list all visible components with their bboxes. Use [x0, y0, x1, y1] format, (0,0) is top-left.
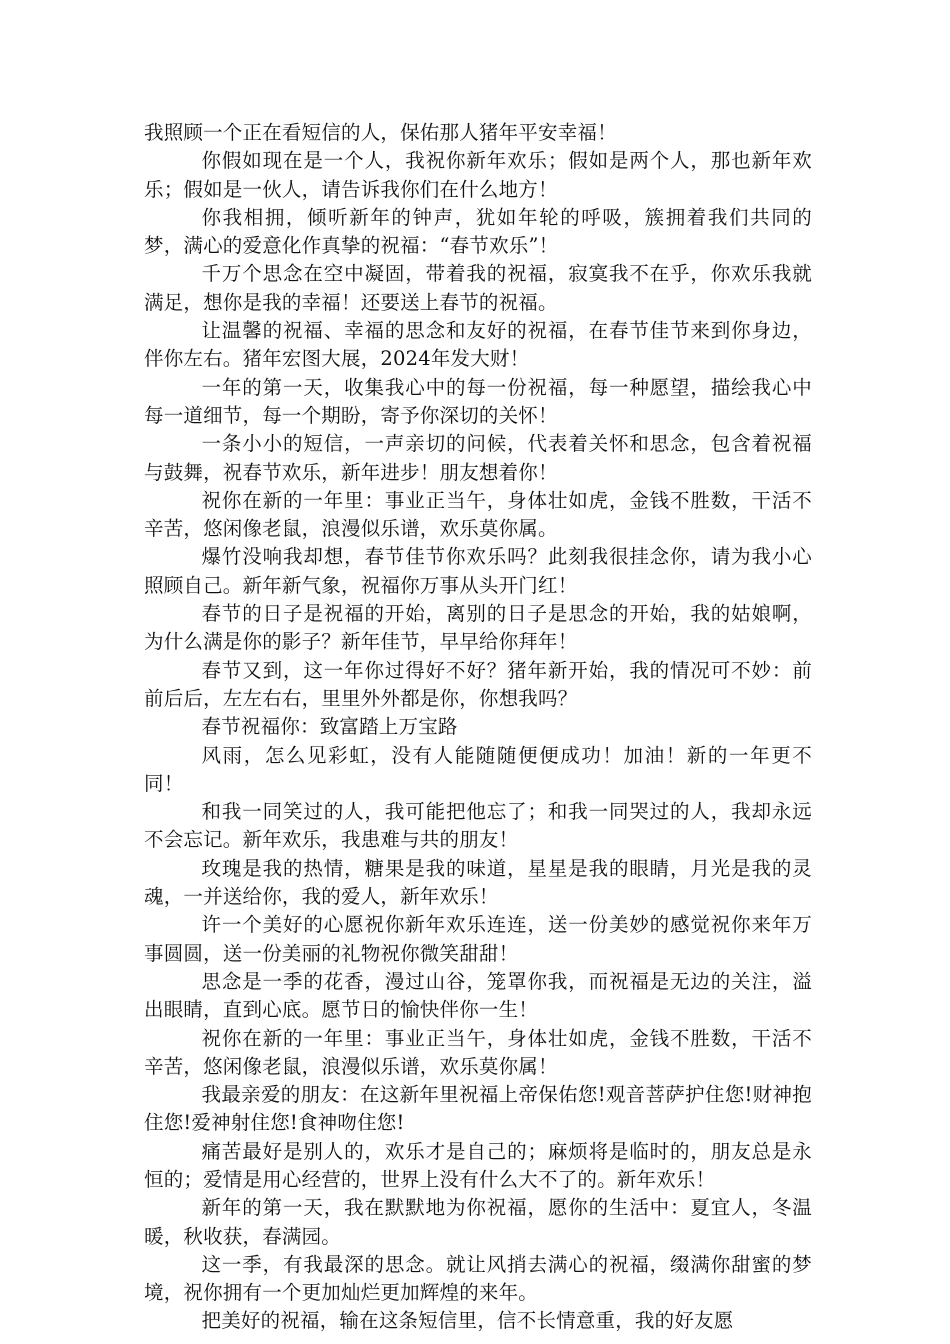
- paragraph: 爆竹没响我却想，春节佳节你欢乐吗？此刻我很挂念你，请为我小心照顾自己。新年新气象，祝福你万事从头开门红！: [144, 545, 812, 597]
- paragraph: 我照顾一个正在看短信的人，保佑那人猪年平安幸福！: [144, 121, 617, 144]
- paragraph: 这一季，有我最深的思念。就让风捎去满心的祝福，缀满你甜蜜的梦境，祝你拥有一个更加灿烂更加辉煌的来年。: [144, 1252, 812, 1305]
- paragraph: 你我相拥，倾听新年的钟声，犹如年轮的呼吸，簇拥着我们共同的梦，满心的爱意化作真挚的祝福：“春节欢乐”！: [144, 205, 812, 258]
- paragraph: 你假如现在是一个人，我祝你新年欢乐；假如是两个人，那也新年欢乐；假如是一伙人，请告诉我你们在什么地方！: [144, 149, 812, 201]
- paragraph: 让温馨的祝福、幸福的思念和友好的祝福，在春节佳节来到你身边，伴你左右。猪年宏图大展，2024年发大财！: [144, 319, 812, 371]
- paragraph: 千万个思念在空中凝固，带着我的祝福，寂寞我不在乎，你欢乐我就满足，想你是我的幸福！还要送上春节的祝福。: [144, 262, 812, 314]
- document-body: [144, 119, 812, 1336]
- paragraph: 思念是一季的花香，漫过山谷，笼罩你我，而祝福是无边的关注，溢出眼睛，直到心底。愿节日的愉快伴你一生！: [144, 969, 812, 1022]
- paragraph: 把美好的祝福，输在这条短信里，信不长情意重，我的好友愿: [201, 1309, 734, 1333]
- paragraph: 祝你在新的一年里：事业正当午，身体壮如虎，金钱不胜数，干活不辛苦，悠闲像老鼠，浪漫似乐谱，欢乐莫你属！: [144, 1026, 812, 1078]
- paragraph: 风雨，怎么见彩虹，没有人能随随便便成功！加油！新的一年更不同！: [144, 743, 812, 795]
- paragraph: 一条小小的短信，一声亲切的问候，代表着关怀和思念，包含着祝福与鼓舞，祝春节欢乐，新年进步！朋友想着你！: [144, 432, 812, 484]
- paragraph: 新年的第一天，我在默默地为你祝福，愿你的生活中：夏宜人，冬温暖，秋收获，春满园。: [144, 1196, 812, 1248]
- paragraph: 和我一同笑过的人，我可能把他忘了；和我一同哭过的人，我却永远不会忘记。新年欢乐，我患难与共的朋友！: [144, 800, 812, 852]
- paragraph: 许一个美好的心愿祝你新年欢乐连连，送一份美妙的感觉祝你来年万事圆圆，送一份美丽的礼物祝你微笑甜甜！: [144, 913, 812, 965]
- paragraph: 一年的第一天，收集我心中的每一份祝福，每一种愿望，描绘我心中每一道细节，每一个期盼，寄予你深切的关怀！: [144, 375, 812, 427]
- paragraph: 痛苦最好是别人的，欢乐才是自己的；麻烦将是临时的，朋友总是永恒的；爱情是用心经营的，世界上没有什么大不了的。新年欢乐！: [144, 1139, 812, 1191]
- paragraph: 祝你在新的一年里：事业正当午，身体壮如虎，金钱不胜数，干活不辛苦，悠闲像老鼠，浪漫似乐谱，欢乐莫你属。: [144, 488, 812, 541]
- paragraph: 春节的日子是祝福的开始，离别的日子是思念的开始，我的姑娘啊，为什么满是你的影子？新年佳节，早早给你拜年！: [144, 602, 812, 654]
- paragraph: 我最亲爱的朋友：在这新年里祝福上帝保佑您!观音菩萨护住您!财神抱住您!爱神射住您!食神吻住您!: [144, 1083, 812, 1135]
- paragraph: 玫瑰是我的热情，糖果是我的味道，星星是我的眼睛，月光是我的灵魂，一并送给你，我的爱人，新年欢乐！: [144, 856, 812, 909]
- paragraph: 春节又到，这一年你过得好不好？猪年新开始，我的情况可不妙：前前后后，左左右右，里里外外都是你，你想我吗？: [144, 658, 812, 710]
- paragraph: 春节祝福你：致富踏上万宝路: [201, 715, 458, 739]
